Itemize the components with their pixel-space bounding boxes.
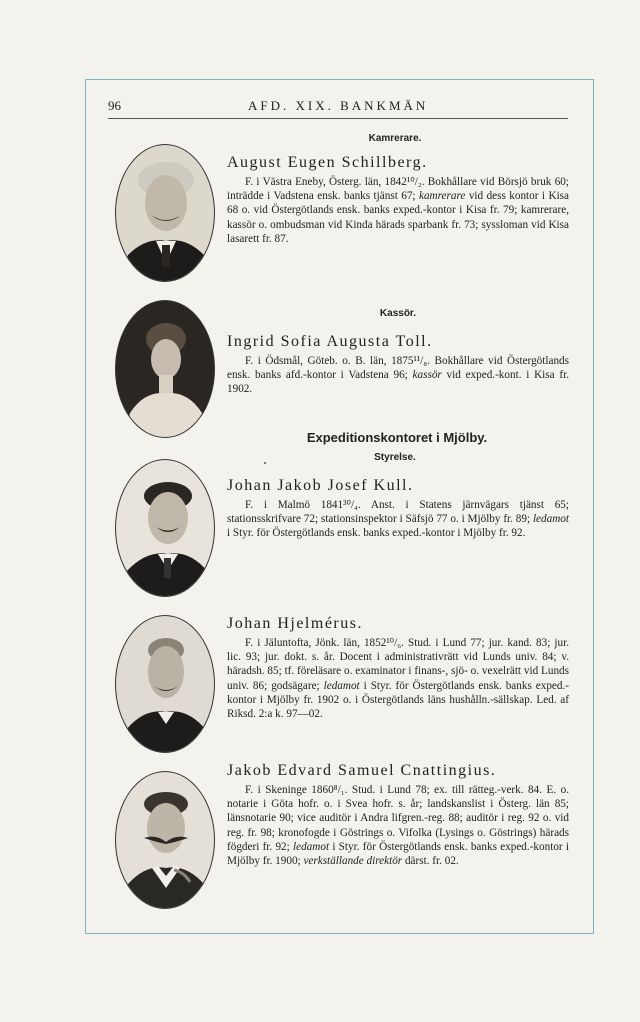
entry-hjelmerus — [227, 615, 569, 721]
page-number: 96 — [108, 98, 121, 113]
person-name: August Eugen Schillberg. — [227, 154, 428, 171]
role-term: ledamot — [532, 513, 569, 526]
section-kassor: Kassör. — [379, 308, 417, 319]
entry-kull — [227, 477, 569, 541]
section-styrelse: Styrelse. — [374, 452, 416, 463]
print-speck — [264, 462, 266, 464]
role-term: ledamot — [293, 840, 330, 853]
role-term: ledamot — [323, 679, 360, 692]
section-expeditionskontoret: Expeditionskontoret i Mjölby. — [306, 430, 488, 445]
portrait-toll — [115, 300, 215, 438]
person-name: Ingrid Sofia Augusta Toll. — [227, 333, 433, 350]
person-name: Johan Hjelmérus. — [227, 615, 363, 632]
role-term: verkställande direktör — [303, 855, 403, 868]
portrait-hjelmerus — [115, 615, 215, 753]
person-bio: F. i Malmö 1841³⁰/₄. Anst. i Statens järnvägars tjänst 65; stationsskrifvare 72; stationsinspektor i Säfsjö 77 o. i Mjölby fr. 89; ledamot i Styr. för Östergötlands ensk. banks exped.-kontor i Mjölby fr. 92. — [227, 499, 569, 540]
entry-schillberg — [227, 154, 569, 246]
running-header — [108, 98, 568, 119]
entry-toll — [227, 333, 569, 397]
role-term: kamrerare — [418, 190, 466, 203]
section-kamrerare: Kamrerare. — [368, 133, 422, 144]
person-bio: F. i Ödsmål, Göteb. o. B. län, 1875¹¹/₈. Bokhållare vid Östergötlands ensk. banks afd.-kontor i Vadstena 96; kassör vid exped.-kont. i Kisa fr. 1902. — [227, 355, 569, 396]
portrait-schillberg — [115, 144, 215, 282]
person-bio: F. i Jäluntofta, Jönk. län, 1852¹⁰/₆. Stud. i Lund 77; jur. kand. 83; jur. lic. 93; jur. dokt. s. år. Docent i administrativrätt vid Lunds univ. 84; v. häradsh. 85; tf. föreläsare o. examinator i finans-, sjö- o. vexelrätt vid Lunds univ. 86; godsägare; ledamot i Styr. för Östergötlands ensk. banks exped.-kontor i Mjölby fr. 1902 o. i Östergötlands läns hushålln.-sällskap. Led. af Riksd. 2:a k. 97—02. — [227, 637, 570, 721]
entry-cnattingius — [227, 762, 569, 868]
portrait-kull — [115, 459, 215, 597]
running-title: AFD. XIX. BANKMÄN — [248, 98, 429, 113]
person-name: Johan Jakob Josef Kull. — [227, 477, 414, 494]
person-bio: F. i Skeninge 1860⁸/₁. Stud. i Lund 78; ex. till rätteg.-verk. 84. E. o. notarie i Göta hofr. o. i Svea hofr. s. år; landskanslist i Österg. län 85; länsnotarie 90; vice auditör i Andra lifgren.-reg. 88; auditör i reg. 92 o. vid reg. fr. 98; kronofogde i Göstrings o. Vifolka (Lysings o. Göstrings) härads fögderi fr. 92; ledamot i Styr. för Östergötlands ensk. banks exped.-kontor i Mjölby fr. 1900; verkställande direktör därst. fr. 02. — [227, 784, 569, 868]
role-term: kassör — [412, 369, 442, 382]
person-bio: F. i Västra Eneby, Österg. län, 1842¹⁰/₂. Bokhållare vid Börsjö bruk 60; inträdde i Vadstena ensk. banks tjänst 67; kamrerare vid dess kontor i Kisa 68 o. vid Östergötlands ensk. banks exped.-kontor i Kisa fr. 79; kamrerare, kassör o. ombudsman vid Kinda härads sparbank fr. 73; syssloman vid Kisa lasarett fr. 87. — [227, 176, 569, 245]
person-name: Jakob Edvard Samuel Cnattingius. — [227, 762, 497, 779]
portrait-cnattingius — [115, 771, 215, 909]
